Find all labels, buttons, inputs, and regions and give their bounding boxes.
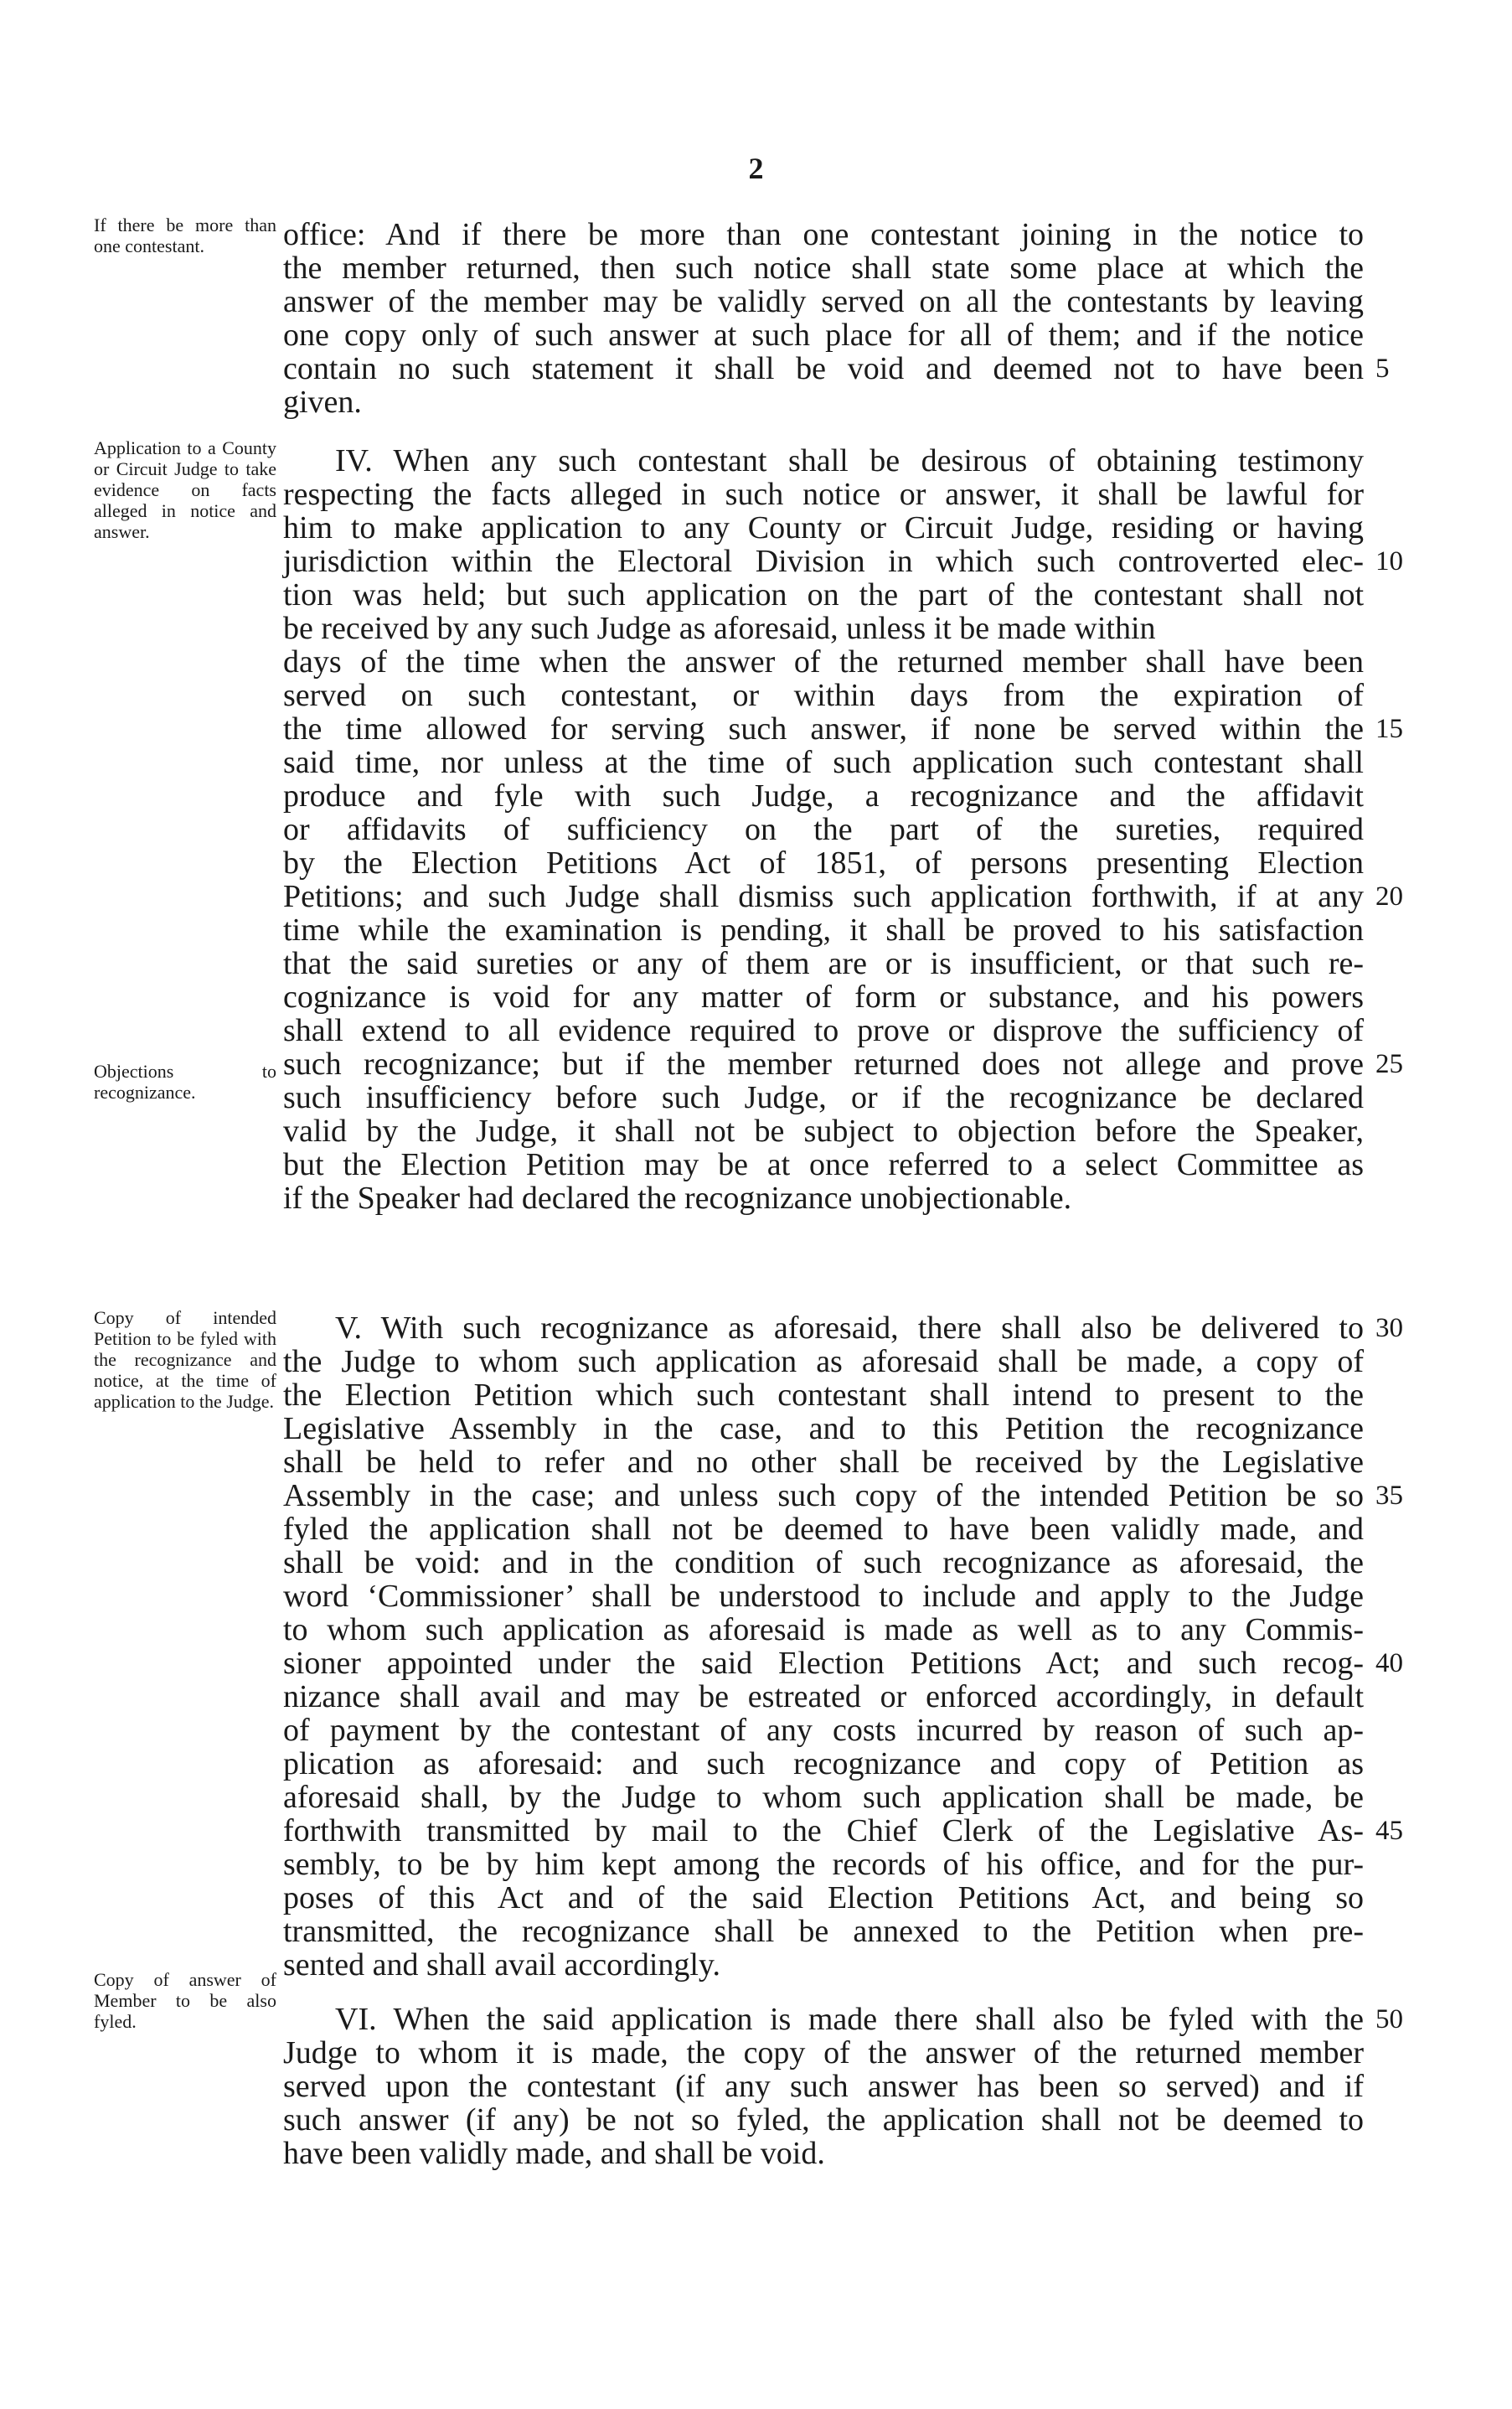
body-line: VI. When the said application is made there shall also be fyled with the: [335, 2002, 1364, 2037]
line-number: 30: [1375, 1313, 1403, 1343]
body-line: such answer (if any) be not so fyled, the application shall not be deemed to: [283, 2102, 1364, 2138]
body-line: aforesaid shall, by the Judge to whom such application shall be made, be: [283, 1780, 1364, 1815]
body-line: tion was held; but such application on the part of the contestant shall not: [283, 577, 1364, 613]
body-line: said time, nor unless at the time of such application such contestant shall: [283, 745, 1364, 780]
margin-note-multiple-contestants: If there be more than one contestant.: [94, 215, 276, 256]
body-line: sembly, to be by him kept among the records of his office, and for the pur-: [283, 1847, 1364, 1882]
line-number: 10: [1375, 546, 1403, 576]
line-number: 25: [1375, 1049, 1403, 1079]
body-line: forthwith transmitted by mail to the Chief Clerk of the Legislative As-: [283, 1813, 1364, 1848]
body-line: such recognizance; but if the member returned does not allege and prove: [283, 1047, 1364, 1082]
body-line: office: And if there be more than one contestant joining in the notice to: [283, 217, 1364, 252]
body-line: poses of this Act and of the said Election Petitions Act, and being so: [283, 1880, 1364, 1915]
margin-note-application-to-judge: Application to a County or Circuit Judge to take evidence on facts alleged in notice and answer.: [94, 437, 276, 542]
body-line: Judge to whom it is made, the copy of the answer of the returned member: [283, 2035, 1364, 2070]
body-line: served on such contestant, or within days from the expiration of: [283, 678, 1364, 713]
body-line: him to make application to any County or Circuit Judge, residing or having: [283, 510, 1364, 545]
body-line: shall extend to all evidence required to prove or disprove the sufficiency of: [283, 1013, 1364, 1048]
body-line: produce and fyle with such Judge, a recognizance and the affidavit: [283, 778, 1364, 814]
margin-note-objections: Objections to recognizance.: [94, 1061, 276, 1103]
line-number: 35: [1375, 1481, 1403, 1511]
body-line: valid by the Judge, it shall not be subject to objection before the Speaker,: [283, 1114, 1364, 1149]
body-line: Assembly in the case; and unless such copy of the intended Petition be so: [283, 1478, 1364, 1513]
body-line: such insufficiency before such Judge, or if the recognizance be declared: [283, 1080, 1364, 1115]
margin-note-copy-of-answer: Copy of answer of Member to be also fyled.: [94, 1969, 276, 2032]
body-line: cognizance is void for any matter of form or substance, and his powers: [283, 980, 1364, 1015]
body-line: have been validly made, and shall be void.: [283, 2136, 825, 2171]
line-number: 20: [1375, 881, 1403, 912]
body-line: nizance shall avail and may be estreated or enforced accordingly, in default: [283, 1679, 1364, 1714]
body-line: be received by any such Judge as aforesaid, unless it be made within: [283, 611, 1156, 646]
body-line: days of the time when the answer of the returned member shall have been: [283, 644, 1364, 680]
body-line: the Election Petition which such contestant shall intend to present to the: [283, 1378, 1364, 1413]
body-line: the member returned, then such notice shall state some place at which the: [283, 251, 1364, 286]
body-line: the Judge to whom such application as aforesaid shall be made, a copy of: [283, 1344, 1364, 1379]
body-line: sioner appointed under the said Election Petitions Act; and such recog-: [283, 1646, 1364, 1681]
body-line: fyled the application shall not be deemed to have been validly made, and: [283, 1512, 1364, 1547]
body-line: that the said sureties or any of them are or is insufficient, or that such re-: [283, 946, 1364, 981]
body-line: served upon the contestant (if any such answer has been so served) and if: [283, 2069, 1364, 2104]
body-line: respecting the facts alleged in such notice or answer, it shall be lawful for: [283, 477, 1364, 512]
body-line: V. With such recognizance as aforesaid, there shall also be delivered to: [335, 1310, 1364, 1346]
line-number: 15: [1375, 714, 1403, 744]
body-line: jurisdiction within the Electoral Division in which such controverted elec-: [283, 544, 1364, 579]
body-line: one copy only of such answer at such place for all of them; and if the notice: [283, 318, 1364, 353]
body-line: or affidavits of sufficiency on the part of the sureties, required: [283, 812, 1364, 847]
margin-note-copy-of-petition: Copy of intended Petition to be fyled with the recognizance and notice, at the time of application to the Judge.: [94, 1307, 276, 1412]
body-line: time while the examination is pending, it shall be proved to his satisfaction: [283, 912, 1364, 948]
body-line: by the Election Petitions Act of 1851, of persons presenting Election: [283, 845, 1364, 881]
page-number: 2: [748, 152, 764, 185]
body-line: given.: [283, 385, 362, 420]
body-line: shall be held to refer and no other shall be received by the Legislative: [283, 1445, 1364, 1480]
body-line: contain no such statement it shall be void and deemed not to have been: [283, 351, 1364, 386]
body-line: to whom such application as aforesaid is made as well as to any Commis-: [283, 1612, 1364, 1647]
body-line: plication as aforesaid: and such recognizance and copy of Petition as: [283, 1746, 1364, 1781]
body-line: if the Speaker had declared the recognizance unobjectionable.: [283, 1181, 1072, 1216]
body-line: the time allowed for serving such answer, if none be served within the: [283, 711, 1364, 747]
body-line: but the Election Petition may be at once referred to a select Committee as: [283, 1147, 1364, 1182]
body-line: IV. When any such contestant shall be desirous of obtaining testimony: [335, 443, 1364, 478]
line-number: 45: [1375, 1816, 1403, 1846]
body-line: Legislative Assembly in the case, and to this Petition the recognizance: [283, 1411, 1364, 1446]
body-line: Petitions; and such Judge shall dismiss such application forthwith, if at any: [283, 879, 1364, 914]
body-line: sented and shall avail accordingly.: [283, 1947, 720, 1983]
body-line: of payment by the contestant of any costs incurred by reason of such ap-: [283, 1713, 1364, 1748]
line-number: 40: [1375, 1648, 1403, 1678]
body-line: answer of the member may be validly served on all the contestants by leaving: [283, 284, 1364, 319]
body-line: transmitted, the recognizance shall be annexed to the Petition when pre-: [283, 1914, 1364, 1949]
body-line: shall be void: and in the condition of such recognizance as aforesaid, the: [283, 1545, 1364, 1580]
line-number: 5: [1375, 354, 1390, 384]
line-number: 50: [1375, 2004, 1403, 2034]
body-line: word ‘Commissioner’ shall be understood to include and apply to the Judge: [283, 1579, 1364, 1614]
